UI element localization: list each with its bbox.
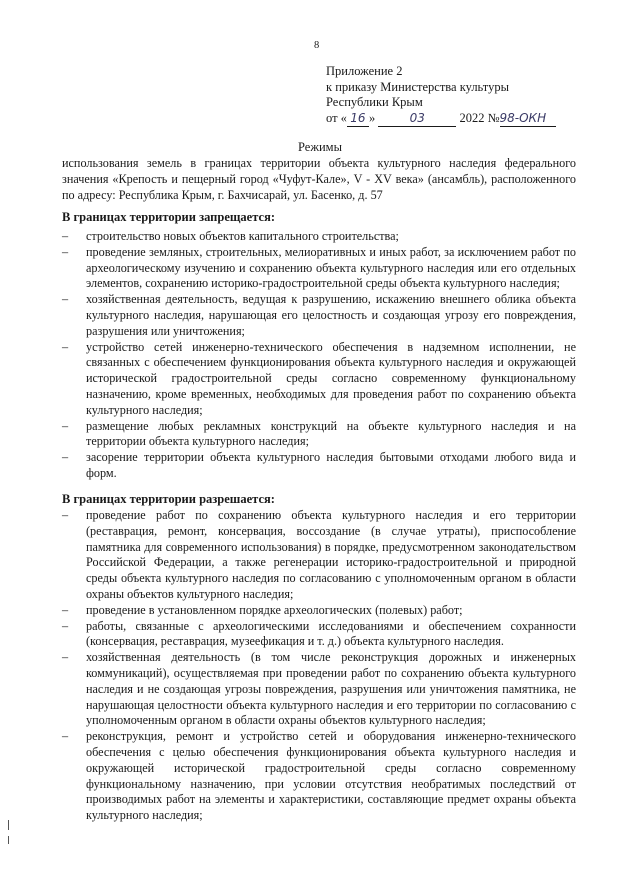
list-item	[62, 229, 576, 245]
list-item-text: строительство новых объектов капитального строительства;	[86, 229, 399, 243]
list-item	[62, 419, 576, 451]
list-item-text: хозяйственная деятельность (в том числе реконструкция дорожных и инженерных коммуникаций), осуществляемая при проведении работ по сохранению объекта культурного наследия и не создающая угрозы повреждения, разрушения или уничтожения памятника, не нарушающая целостности объекта культурного наследия и его территории по согласованию с уполномоченным органом в области охраны объектов культурного наследия;	[86, 650, 576, 728]
appendix-header	[326, 64, 556, 127]
list-dash: –	[62, 339, 69, 354]
list-item-text: реконструкция, ремонт и устройство сетей и оборудования инженерно-технического обеспечения с целью обеспечения функционирования объекта культурного наследия и окружающей исторической градостроительной среды согласно современному функциональному назначению, при условии отсутствия необратимых последствий от производимых работ на элементы и характеристики, составляющие предмет охраны объекта культурного наследия;	[86, 729, 576, 823]
list-item-text: размещение любых рекламных конструкций на объекте культурного наследия и на территории объекта культурного наследия;	[86, 418, 576, 449]
list-dash: –	[62, 602, 69, 617]
list-item	[62, 729, 576, 824]
list-item-text: проведение работ по сохранению объекта культурного наследия и его территории (реставрация, ремонт, консервация, воссоздание (в случае утраты), приспособление памятника для современного использования) в порядке, предусмотренном законодательством Российской Федерации, а также регенерации историко-градостроительной и природной среды объекта культурного наследия по согласованию с уполномоченным органом в области охраны объектов культурного наследия;	[86, 508, 576, 601]
list-item-text: засорение территории объекта культурного наследия бытовыми отходами любого вида и форм.	[86, 450, 576, 480]
list-dash: –	[62, 292, 69, 307]
list-dash: –	[62, 244, 69, 259]
permitted-list	[62, 508, 576, 824]
list-item	[62, 619, 576, 651]
list-item-text: проведение земляных, строительных, мелиоративных и иных работ, за исключением работ по археологическому изучению и сохранению объекта культурного наследия или его отдельных элементов, сохранению историко-градостроительной среды объекта культурного наследия;	[86, 244, 576, 291]
list-item	[62, 508, 576, 603]
list-dash: –	[62, 508, 69, 522]
list-dash: –	[62, 418, 69, 433]
list-item	[62, 245, 576, 292]
appendix-line-3: Республики Крым	[326, 95, 423, 109]
order-number: 98-ОКН	[500, 111, 556, 128]
intro-paragraph: использования земель в границах территории объекта культурного наследия федерального значения «Крепость и пещерный город «Чуфут-Кале», V - XV века» (ансамбль), расположенного по адресу: Республика Крым, г. Бахчисарай, ул. Басенко, д. 57	[62, 156, 576, 202]
order-year: 2022 №	[459, 110, 500, 125]
list-dash: –	[62, 618, 69, 633]
order-day: 16	[347, 111, 369, 128]
permitted-heading: В границах территории разрешается:	[62, 492, 275, 506]
list-item	[62, 292, 576, 339]
list-dash: –	[62, 229, 69, 243]
appendix-line-2: к приказу Министерства культуры	[326, 79, 509, 94]
list-item-text: проведение в установленном порядке археологических (полевых) работ;	[86, 602, 463, 617]
date-mid: »	[368, 110, 376, 125]
list-dash: –	[62, 729, 69, 744]
list-item	[62, 650, 576, 729]
page-number: 8	[314, 40, 320, 51]
scan-artifact	[8, 820, 9, 830]
order-date-line	[326, 111, 556, 128]
order-month: 03	[378, 111, 456, 128]
list-item	[62, 450, 576, 482]
list-item-text: работы, связанные с археологическими исследованиями и обеспечением сохранности (консервация, реставрация, музеефикация и т. д.) объекта культурного наследия.	[86, 618, 576, 649]
list-item	[62, 340, 576, 419]
list-dash: –	[62, 450, 69, 465]
document-title: Режимы	[298, 140, 342, 154]
list-item-text: устройство сетей инженерно-технического обеспечения в надземном исполнении, не связанных с обеспечением функционирования объекта культурного наследия и окружающей исторической градостроительной среды согласно современному функциональному назначению, кроме временных, необходимых для проведения работ по сохранению объекта культурного наследия;	[86, 339, 576, 417]
list-dash: –	[62, 650, 69, 665]
scan-artifact	[8, 836, 9, 844]
prohibited-list	[62, 229, 576, 482]
list-item-text: хозяйственная деятельность, ведущая к разрушению, искажению внешнего облика объекта культурного наследия, нарушающая его целостность и создающая угрозу его повреждения, разрушения или уничтожения;	[86, 292, 576, 338]
date-prefix: от «	[326, 110, 347, 125]
appendix-line-1: Приложение 2	[326, 64, 403, 78]
prohibited-heading: В границах территории запрещается:	[62, 210, 276, 224]
list-item	[62, 603, 576, 619]
